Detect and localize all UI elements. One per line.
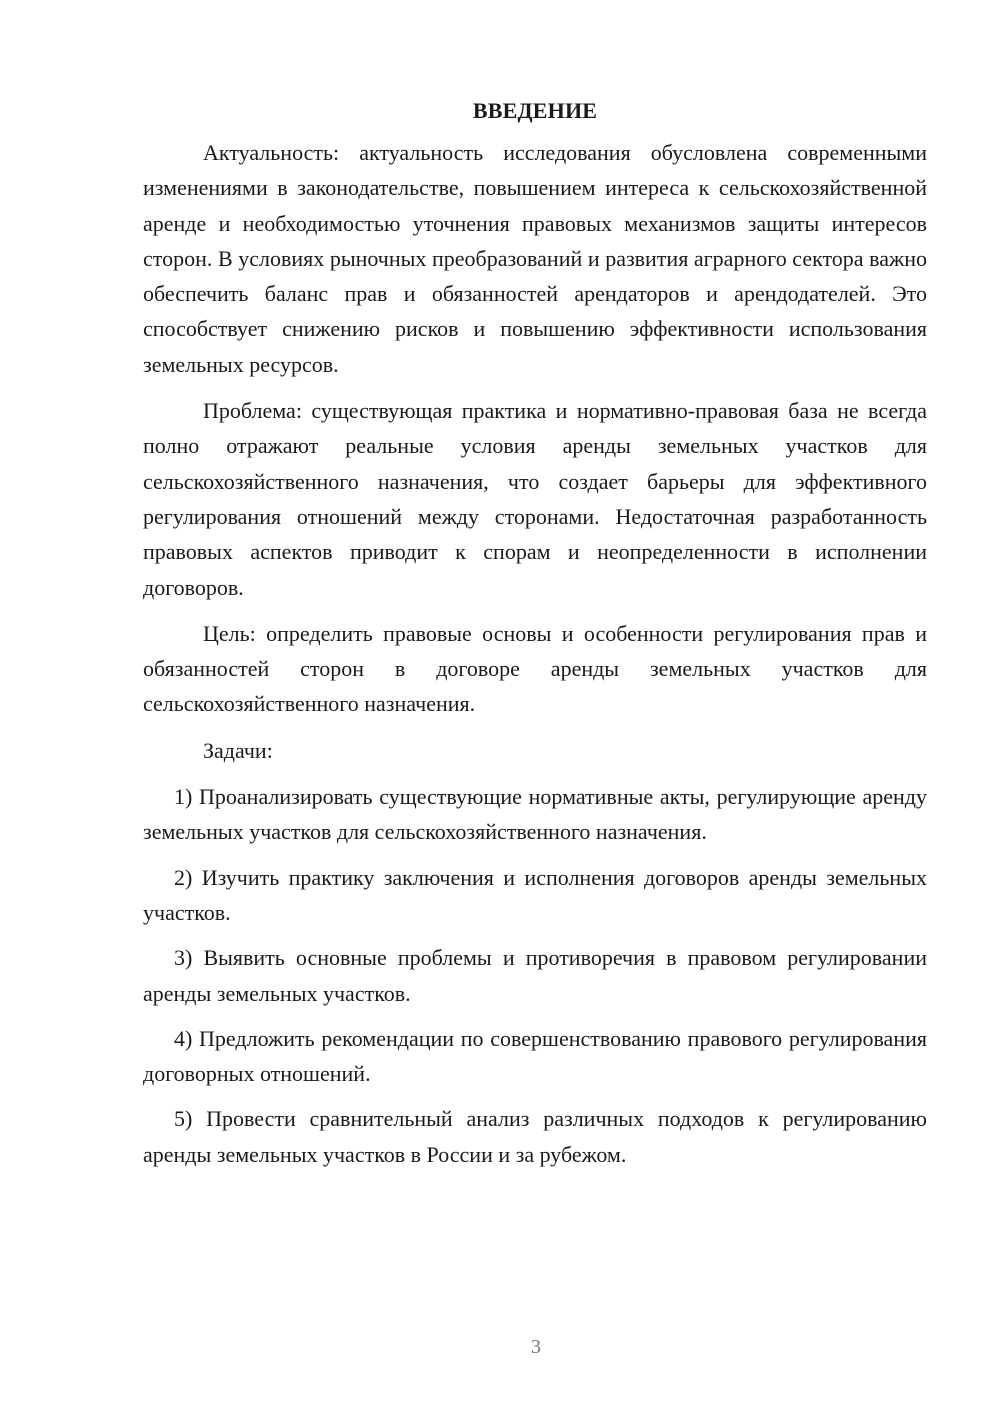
task-item: 5) Провести сравнительный анализ различных подходов к регулированию аренды земельных участков в России и за рубежом. <box>143 1106 927 1167</box>
task-item: 4) Предложить рекомендации по совершенствованию правового регулирования договорных отношений. <box>143 1025 927 1087</box>
page-number: 3 <box>531 1336 541 1358</box>
relevance-paragraph: Актуальность: актуальность исследования обусловлена современными изменениями в законодательстве, повышением интереса к сельскохозяйственной аренде и необходимостью уточнения правовых механизмов защиты интересов сторон. В условиях рыночных преобразований и развития аграрного сектора важно обеспечить баланс прав и обязанностей арендаторов и арендодателей. Это способствует снижению рисков и повышению эффективности использования земельных ресурсов. <box>143 140 927 377</box>
task-item: 1) Проанализировать существующие нормативные акты, регулирующие аренду земельных участков для сельскохозяйственного назначения. <box>143 784 927 845</box>
section-title: ВВЕДЕНИЕ <box>472 98 598 123</box>
task-item: 3) Выявить основные проблемы и противоречия в правовом регулировании аренды земельных участков. <box>143 945 927 1006</box>
tasks-label: Задачи: <box>203 737 273 763</box>
page-content <box>143 94 927 1182</box>
problem-paragraph: Проблема: существующая практика и нормативно-правовая база не всегда полно отражают реальные условия аренды земельных участков для сельскохозяйственного назначения, что создает барьеры для эффективного регулирования отношений между сторонами. Недостаточная разработанность правовых аспектов приводит к спорам и неопределенности в исполнении договоров. <box>143 398 927 600</box>
goal-paragraph: Цель: определить правовые основы и особенности регулирования прав и обязанностей сторон в договоре аренды земельных участков для сельскохозяйственного назначения. <box>143 620 927 717</box>
task-item: 2) Изучить практику заключения и исполнения договоров аренды земельных участков. <box>143 864 927 925</box>
